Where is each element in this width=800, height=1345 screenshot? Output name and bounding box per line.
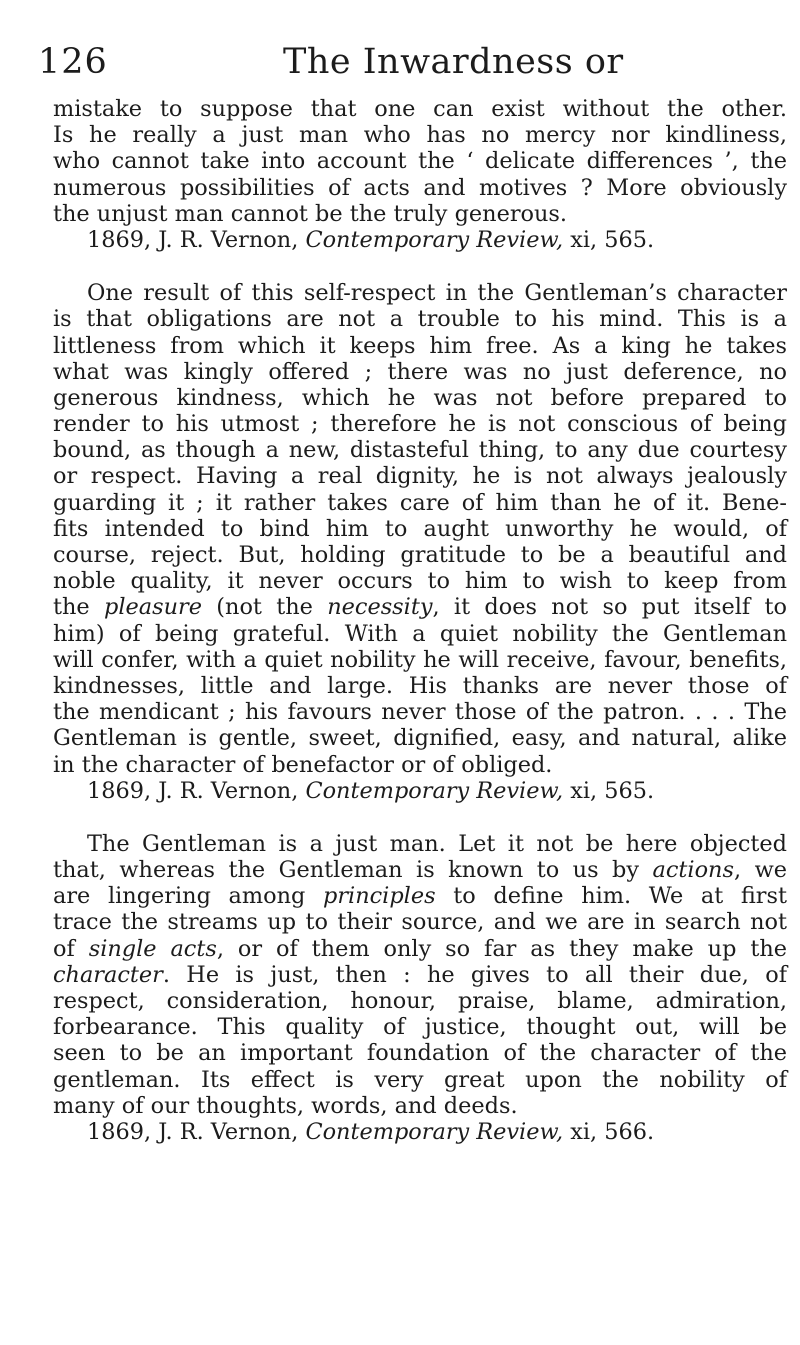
citation-ref: xi, 566. [570, 1118, 655, 1145]
citation-year: 1869, [87, 226, 152, 253]
citation-source: Contemporary Review, [305, 226, 564, 253]
text-line: forbearance. This quality of justice, thought out, will be [53, 1014, 787, 1041]
text-line: numerous possibilities of acts and motives ? More obviously [53, 174, 787, 201]
text-line: respect, consideration, honour, praise, blame, admiration, [53, 988, 787, 1014]
text-line: the pleasure (not the necessity, it does not so put itself to [53, 594, 788, 621]
text-line: the unjust man cannot be the truly generous. [53, 200, 568, 227]
text-line: will confer, with a quiet nobility he will receive, favour, benefits, [53, 646, 787, 673]
text-line: trace the streams up to their source, and we are in search not [53, 909, 787, 936]
text-line: kindnesses, little and large. His thanks are never those of [53, 672, 787, 699]
text-line: Is he really a just man who has no mercy nor kindliness, [53, 122, 787, 149]
passage-gap [53, 804, 787, 831]
running-title: The Inwardness or [283, 42, 624, 82]
italic-text: actions [652, 857, 734, 884]
text-line: bound, as though a new, distasteful thing, to any due courtesy [53, 437, 787, 464]
citation-ref: xi, 565. [570, 777, 655, 804]
italic-text: character [53, 961, 163, 988]
text-line: Gentleman is gentle, sweet, dignified, easy, and natural, alike [53, 725, 787, 752]
quotation-passage [53, 96, 787, 253]
text-line: mistake to suppose that one can exist without the other. [53, 96, 787, 122]
text-line: the mendicant ; his favours never those of the patron. . . . The [53, 699, 787, 726]
body-text [53, 96, 787, 1145]
citation-author: J. R. Vernon, [158, 1118, 299, 1145]
text-line: him) of being grateful. With a quiet nobility the Gentleman [53, 620, 787, 647]
citation-year: 1869, [87, 1118, 152, 1145]
page-number: 126 [38, 42, 108, 82]
text-line: gentleman. Its effect is very great upon the nobility of [53, 1066, 787, 1093]
passages [53, 96, 787, 1145]
text-line: character. He is just, then : he gives to all their due, of [53, 961, 787, 988]
text-line: many of our thoughts, words, and deeds. [53, 1092, 518, 1119]
citation [53, 1119, 787, 1145]
citation-author: J. R. Vernon, [158, 226, 299, 253]
italic-text: necessity [327, 594, 433, 621]
text-line: are lingering among principles to define him. We at first [53, 883, 787, 910]
text-line: or respect. Having a real dignity, he is not always jealously [53, 463, 787, 490]
italic-text: pleasure [104, 594, 202, 621]
italic-text: single acts [88, 935, 217, 962]
page-header [38, 42, 778, 102]
text-line: guarding it ; it rather takes care of him than he of it. Bene- [53, 489, 787, 516]
text-line: of single acts, or of them only so far as they make up the [53, 935, 788, 962]
text-line: generous kindness, which he was not before prepared to [53, 384, 787, 411]
citation-source: Contemporary Review, [305, 1118, 564, 1145]
quotation-passage [53, 831, 787, 1145]
citation-source: Contemporary Review, [305, 777, 564, 804]
text-line: littleness from which it keeps him free. As a king he takes [53, 332, 787, 359]
text-line: One result of this self-respect in the Gentleman’s character [87, 280, 787, 307]
text-line: who cannot take into account the ‘ delicate differences ’, the [53, 148, 787, 175]
citation [53, 227, 787, 253]
citation-ref: xi, 565. [570, 226, 655, 253]
text-line: The Gentleman is a just man. Let it not be here objected [87, 830, 787, 857]
quotation-passage [53, 280, 787, 804]
text-line: course, reject. But, holding gratitude to be a beautiful and [53, 542, 787, 568]
text-line: fits intended to bind him to aught unworthy he would, of [53, 515, 787, 542]
citation-year: 1869, [87, 777, 152, 804]
text-line: is that obligations are not a trouble to his mind. This is a [53, 306, 787, 333]
italic-text: principles [323, 883, 436, 910]
text-line: seen to be an important foundation of the character of the [53, 1040, 787, 1067]
text-line: in the character of benefactor or of obliged. [53, 751, 553, 778]
text-line: noble quality, it never occurs to him to wish to keep from [53, 568, 787, 595]
citation [53, 778, 787, 804]
text-line: what was kingly offered ; there was no just deference, no [53, 358, 787, 385]
citation-author: J. R. Vernon, [158, 777, 299, 804]
passage-gap [53, 253, 787, 280]
text-line: that, whereas the Gentleman is known to us by actions, we [53, 857, 787, 884]
text-line: render to his utmost ; therefore he is not conscious of being [53, 411, 787, 438]
